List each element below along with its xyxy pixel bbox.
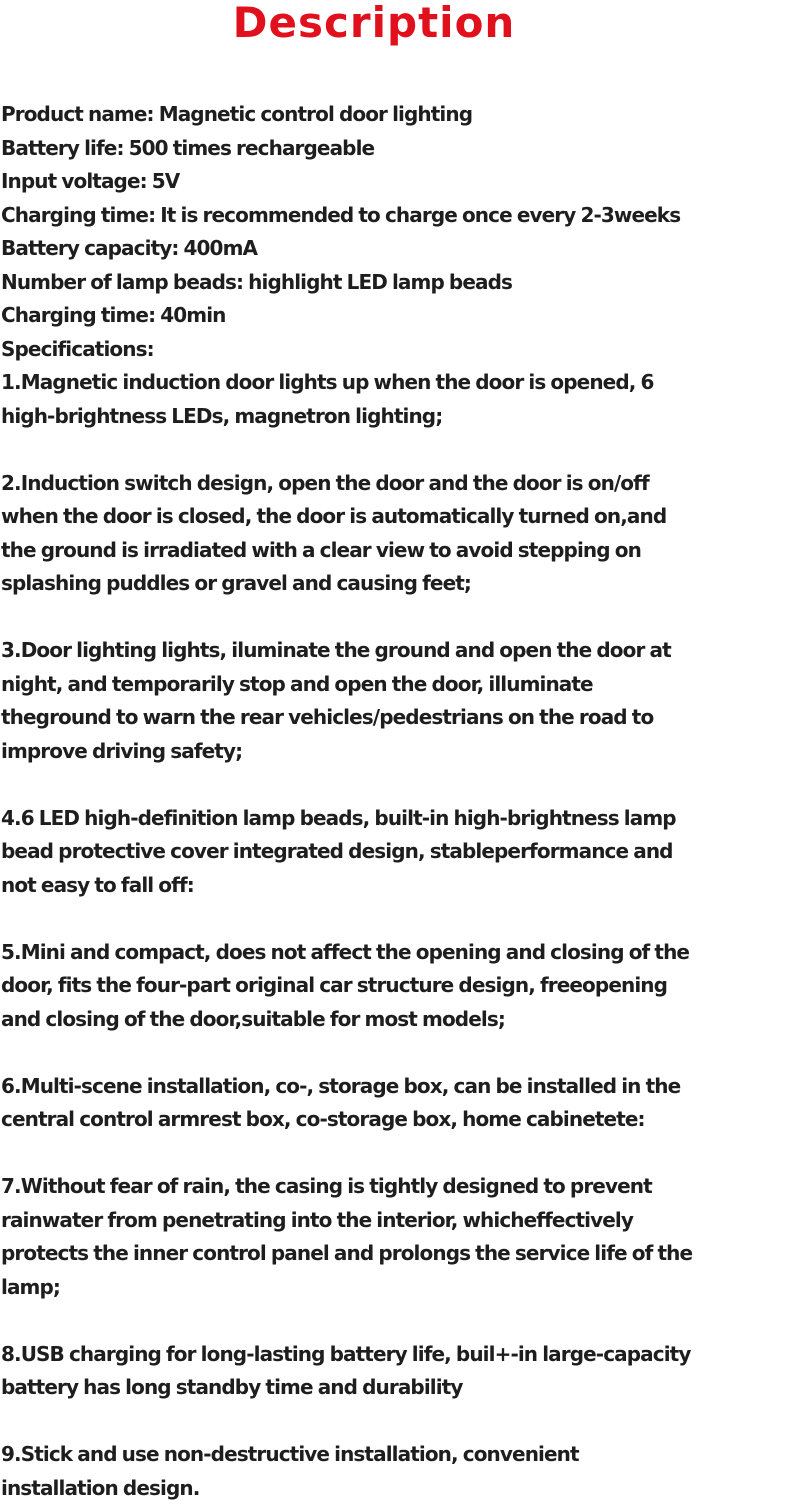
feature-line: battery has long standby time and durability: [1, 1375, 463, 1399]
feature-line: lamp;: [1, 1274, 61, 1299]
spec-charging-time: Charging time: 40min: [1, 303, 226, 327]
feature-6: [1, 1070, 786, 1137]
feature-4: [1, 802, 786, 903]
feature-line: and closing of the door,suitable for most models;: [1, 1006, 505, 1031]
spec-battery-capacity: Battery capacity: 400mA: [1, 236, 258, 260]
feature-line: 7.Without fear of rain, the casing is tightly designed to prevent: [1, 1174, 652, 1198]
feature-line: the ground is irradiated with a clear view to avoid stepping on: [1, 537, 641, 562]
feature-line: bead protective cover integrated design, stableperformance and: [1, 839, 673, 863]
feature-line: rainwater from penetrating into the interior, whicheffectively: [1, 1207, 634, 1232]
feature-line: central control armrest box, co-storage box, home cabinetete:: [1, 1107, 645, 1131]
feature-line: 1.Magnetic induction door lights up when the door is opened, 6: [1, 370, 654, 394]
spec-product-name: Product name: Magnetic control door lighting: [1, 102, 473, 126]
feature-line: protects the inner control panel and prolongs the service life of the: [1, 1241, 693, 1265]
feature-line: 2.Induction switch design, open the door and the door is on/off: [1, 470, 649, 495]
spec-input-voltage: Input voltage: 5V: [1, 169, 180, 193]
feature-line: 6.Multi-scene installation, co-, storage box, can be installed in the: [1, 1073, 681, 1098]
paragraph-gap: [1, 1304, 786, 1338]
paragraph-gap: [1, 1036, 786, 1070]
paragraph-gap: [1, 902, 786, 936]
feature-line: 3.Door lighting lights, iluminate the ground and open the door at: [1, 638, 671, 662]
spec-charging-recommendation: Charging time: It is recommended to charge once every 2-3weeks: [1, 202, 681, 227]
feature-2: [1, 467, 786, 601]
feature-line: night, and temporarily stop and open the door, illuminate: [1, 671, 593, 696]
page-title: Description: [232, 0, 516, 47]
feature-9: [1, 1438, 786, 1505]
spec-lamp-beads: Number of lamp beads: highlight LED lamp beads: [1, 269, 513, 294]
feature-line: high-brightness LEDs, magnetron lighting;: [1, 403, 443, 428]
feature-line: installation design.: [1, 1475, 200, 1500]
paragraph-gap: [1, 1405, 786, 1439]
feature-line: theground to warn the rear vehicles/pedestrians on the road to: [1, 705, 654, 729]
feature-line: when the door is closed, the door is automatically turned on,and: [1, 504, 667, 528]
feature-line: 8.USB charging for long-lasting battery life, buil+-in large-capacity: [1, 1341, 691, 1366]
feature-line: improve driving safety;: [1, 738, 243, 763]
paragraph-gap: [1, 1137, 786, 1171]
feature-5: [1, 936, 786, 1037]
paragraph-gap: [1, 433, 786, 467]
specifications-heading: Specifications:: [1, 336, 154, 361]
paragraph-gap: [1, 768, 786, 802]
feature-line: splashing puddles or gravel and causing feet;: [1, 571, 471, 595]
feature-line: door, fits the four-part original car structure design, freeopening: [1, 973, 668, 997]
feature-line: 4.6 LED high-definition lamp beads, built-in high-brightness lamp: [1, 805, 676, 830]
feature-1: [1, 366, 786, 433]
spec-list: [1, 98, 786, 366]
feature-7: [1, 1170, 786, 1304]
feature-3: [1, 634, 786, 768]
spec-battery-life: Battery life: 500 times rechargeable: [1, 135, 375, 160]
paragraph-gap: [1, 601, 786, 635]
feature-line: 9.Stick and use non-destructive installation, convenient: [1, 1442, 579, 1466]
feature-line: not easy to fall off:: [1, 872, 194, 897]
feature-line: 5.Mini and compact, does not affect the opening and closing of the: [1, 939, 690, 964]
feature-8: [1, 1338, 786, 1405]
description-body: [1, 98, 786, 1505]
